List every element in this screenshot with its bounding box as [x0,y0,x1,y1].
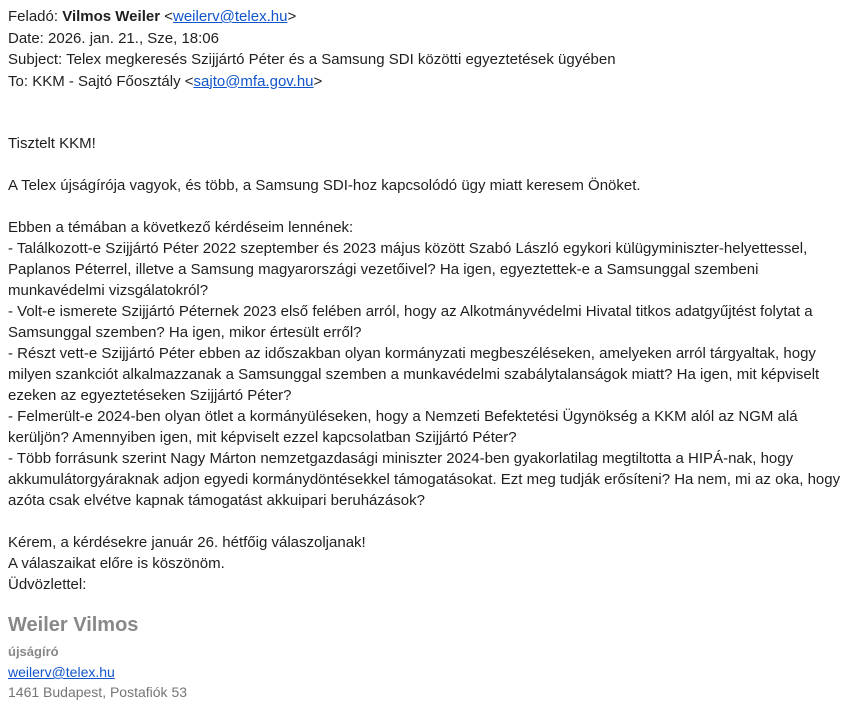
greeting: Tisztelt KKM! [8,135,96,152]
closing-thanks: A válaszaikat előre is köszönöm. [8,555,225,572]
subject-label: Subject: [8,51,63,68]
questions-intro: Ebben a témában a következő kérdéseim lennének: [8,219,354,236]
angle-open: < [184,72,194,90]
header-to [8,71,854,93]
signature-job-title: újságíró [8,644,59,659]
closing-salutation: Üdvözlettel: [8,576,87,593]
to-value: KKM - Sajtó Főosztály [32,72,181,90]
intro-paragraph: A Telex újságírója vagyok, és több, a Samsung SDI-hoz kapcsolódó ügy miatt keresem Önöket. [8,177,641,194]
header-subject [8,49,854,71]
question-item: - Felmerült-e 2024-ben olyan ötlet a kormányüléseken, hogy a Nemzeti Befektetési Ügynökség a KKM alól az NGM alá kerüljön? Amennyiben igen, mit képviselt ezzel kapcsolatban Szijjártó Péter? [8,408,798,446]
to-label: To: [8,72,29,90]
from-sender-name: Vilmos Weiler [62,8,161,25]
signature-address: 1461 Budapest, Postafiók 53 [8,684,188,700]
angle-close: > [313,72,323,90]
signature-name: Weiler Vilmos [8,614,139,636]
angle-close: > [287,8,297,25]
date-label: Date: [8,29,44,47]
subject-value: Telex megkeresés Szijjártó Péter és a Samsung SDI közötti egyeztetések ügyében [66,51,616,68]
question-item: - Volt-e ismerete Szijjártó Péternek 2023 első felében arról, hogy az Alkotmányvédelmi Hivatal titkos adatgyűjtést folytat a Samsunggal szemben? Ha igen, mikor értesült erről? [8,303,813,341]
to-email-link[interactable]: sajto@mfa.gov.hu [193,72,314,90]
header-date [8,28,854,50]
from-label: Feladó: [8,8,59,25]
date-value: 2026. jan. 21., Sze, 18:06 [48,29,219,47]
email-headers [8,6,854,92]
closing-deadline: Kérem, a kérdésekre január 26. hétfőig válaszoljanak! [8,534,366,551]
from-email-link[interactable]: weilerv@telex.hu [172,8,288,25]
question-item: - Több forrásunk szerint Nagy Márton nemzetgazdasági miniszter 2024-ben gyakorlatilag megtiltotta a HIPÁ-nak, hogy akkumulátorgyáraknak adjon egyedi kormánydöntésekkel támogatásokat. Ezt meg tudják erősíteni? Ha nem, mi az oka, hogy azóta csak elvétve kapnak támogatást akkuipari beruházások? [8,450,841,509]
signature-email-link[interactable]: weilerv@telex.hu [8,664,115,680]
question-item: - Részt vett-e Szijjártó Péter ebben az időszakban olyan kormányzati megbeszéléseken, amelyeken arról tárgyaltak, hogy milyen szankciót alkalmazzanak a Samsunggal szemben a munkavédelmi szabálytalanságok miatt? Ha igen, mit képviselt ezeken az egyeztetéseken Szijjártó Péter? [8,345,820,404]
signature-email-row [8,663,854,682]
question-item: - Találkozott-e Szijjártó Péter 2022 szeptember és 2023 május között Szabó László egykori külügyminiszter-helyettessel, Paplanos Péterrel, illetve a Samsung magyarországi vezetőivel? Ha igen, egyeztettek-e a Samsunggal szembeni munkavédelmi vizsgálatokról? [8,240,808,299]
header-from [8,6,854,28]
angle-open: < [164,8,173,25]
email-signature [8,613,854,702]
email-body [8,133,854,595]
